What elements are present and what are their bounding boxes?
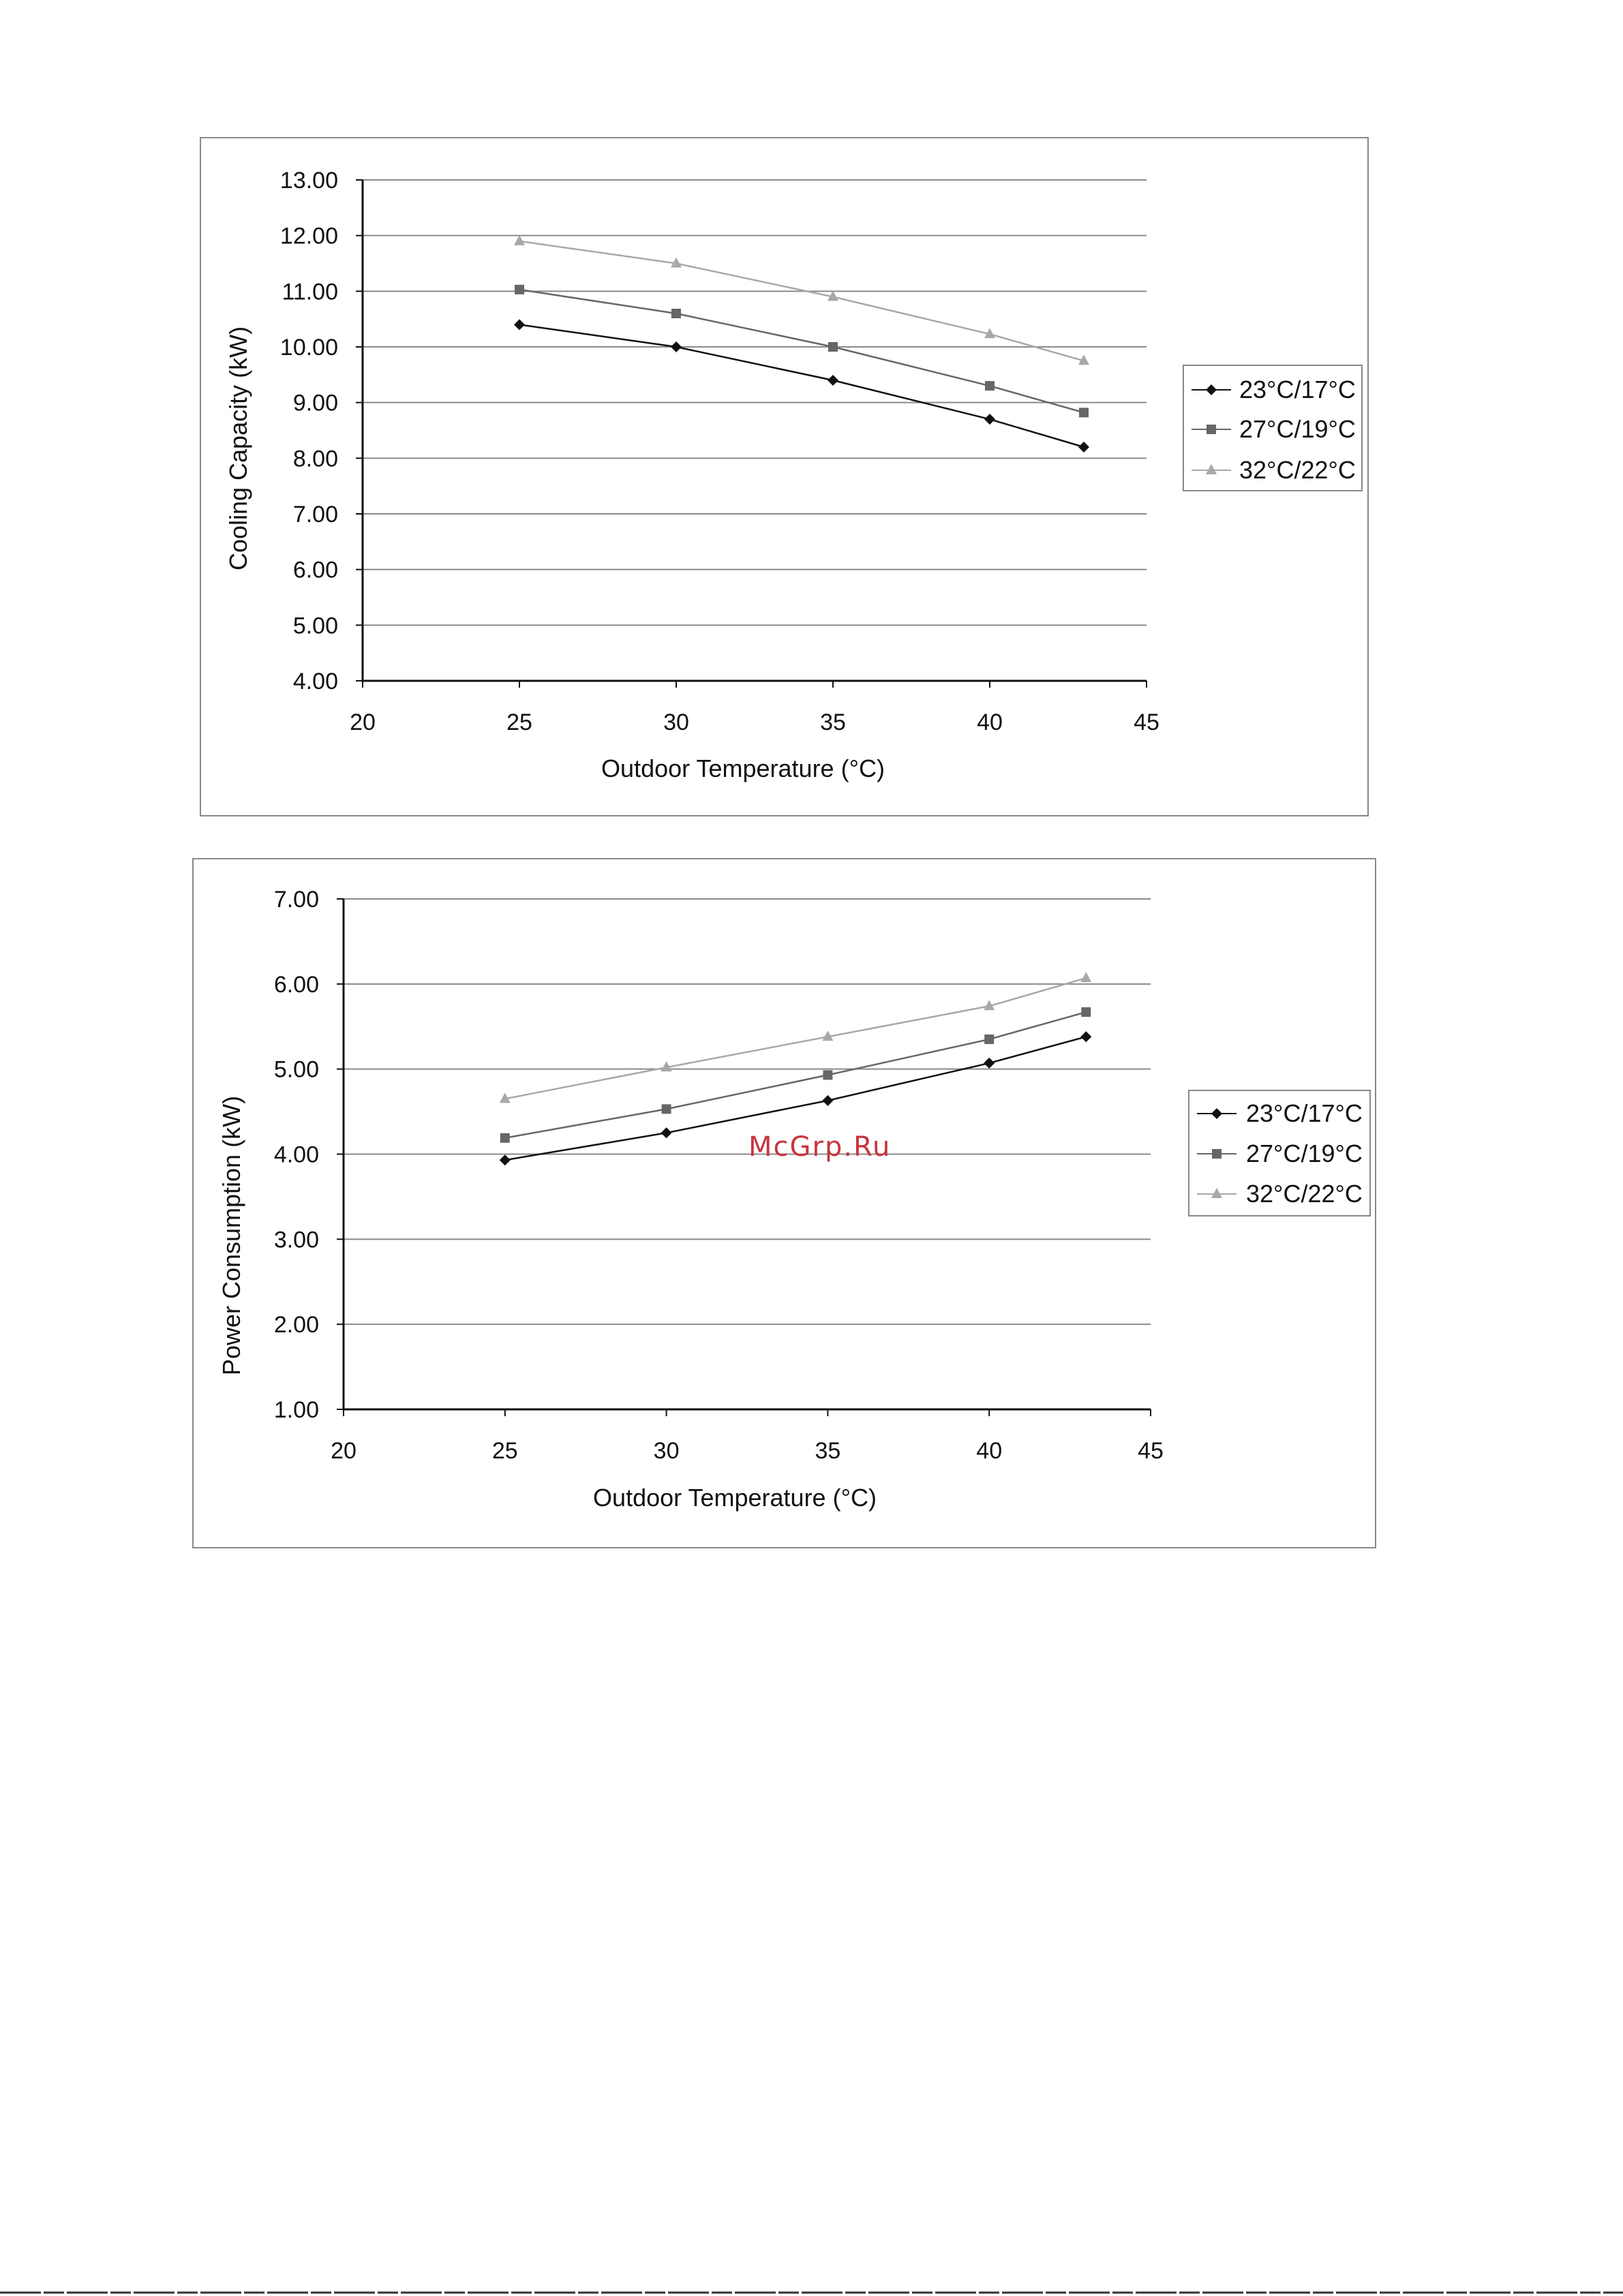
legend-label: 23°C/17°C: [1246, 1099, 1363, 1127]
y-axis-title: Cooling Capacity (kW): [224, 326, 252, 571]
data-point: [1081, 1007, 1091, 1017]
y-tick-label: 3.00: [273, 1227, 319, 1253]
y-tick-label: 5.00: [292, 613, 338, 639]
y-tick-label: 4.00: [292, 669, 338, 694]
x-tick-label: 30: [663, 709, 689, 735]
y-tick-label: 1.00: [273, 1397, 319, 1423]
data-point: [671, 309, 681, 318]
data-point: [984, 1035, 994, 1044]
data-point: [1080, 972, 1091, 982]
legend: [1189, 1090, 1370, 1216]
legend-label: 23°C/17°C: [1239, 376, 1356, 403]
y-tick-label: 7.00: [292, 502, 338, 527]
data-point: [984, 1058, 995, 1069]
x-tick-label: 20: [331, 1438, 357, 1464]
data-point: [1079, 408, 1089, 417]
series-line: [519, 241, 1084, 361]
x-tick-label: 45: [1138, 1438, 1164, 1464]
y-tick-label: 6.00: [273, 971, 319, 998]
grid-lines: [363, 180, 1147, 625]
data-point: [828, 375, 838, 386]
data-point: [1078, 442, 1089, 453]
y-tick-label: 12.00: [279, 223, 338, 249]
series-line: [505, 1012, 1086, 1138]
y-tick-label: 5.00: [273, 1056, 319, 1083]
data-point: [1080, 1031, 1091, 1042]
data-point: [515, 285, 524, 294]
x-tick-label: 45: [1134, 709, 1159, 735]
y-tick-label: 13.00: [279, 168, 338, 194]
y-tick-labels: [274, 887, 319, 1423]
legend-square-marker: [1212, 1149, 1222, 1159]
y-tick-label: 2.00: [273, 1312, 319, 1338]
series-line: [505, 978, 1086, 1099]
cooling-capacity-chart: [200, 138, 1368, 816]
data-point: [823, 1070, 832, 1080]
y-tick-label: 7.00: [273, 887, 319, 913]
x-tick-labels: [350, 709, 1159, 735]
legend-square-marker: [1207, 425, 1216, 434]
y-tick-label: 10.00: [279, 335, 338, 361]
legend-label: 27°C/19°C: [1246, 1139, 1363, 1167]
data-point: [671, 341, 682, 352]
data-series: [514, 235, 1089, 453]
x-tick-label: 40: [976, 1438, 1003, 1464]
legend-label: 27°C/19°C: [1239, 415, 1356, 443]
data-point: [500, 1133, 510, 1143]
y-axis-title: Power Consumption (kW): [217, 1095, 245, 1376]
axes: [356, 180, 1147, 688]
x-tick-label: 20: [350, 709, 376, 735]
x-tick-label: 35: [820, 709, 846, 735]
legend-label: 32°C/22°C: [1239, 456, 1356, 484]
axes: [337, 899, 1151, 1416]
y-tick-label: 11.00: [282, 279, 338, 305]
data-point: [985, 381, 995, 391]
legend-label: 32°C/22°C: [1246, 1180, 1363, 1208]
data-point: [662, 1104, 671, 1114]
data-point: [822, 1095, 833, 1106]
x-axis-title: Outdoor Temperature (°C): [593, 1484, 877, 1512]
y-tick-label: 6.00: [292, 557, 338, 583]
data-point: [500, 1154, 511, 1165]
data-point: [984, 414, 995, 425]
grid-lines: [344, 899, 1151, 1324]
x-axis-title: Outdoor Temperature (°C): [601, 754, 885, 782]
data-point: [514, 319, 525, 330]
y-tick-label: 8.00: [292, 446, 338, 472]
y-tick-label: 4.00: [273, 1142, 319, 1168]
x-tick-label: 25: [506, 709, 532, 735]
x-tick-label: 35: [815, 1438, 841, 1464]
x-tick-labels: [331, 1438, 1164, 1464]
y-tick-label: 9.00: [292, 390, 338, 416]
watermark-text: McGrp.Ru: [748, 1131, 892, 1163]
legend: [1183, 365, 1362, 491]
data-point: [828, 342, 838, 352]
series-line: [519, 324, 1084, 447]
y-tick-labels: [280, 168, 338, 694]
power-consumption-chart: [193, 859, 1376, 1548]
data-point: [514, 235, 525, 245]
x-tick-label: 30: [653, 1438, 680, 1464]
x-tick-label: 25: [491, 1438, 518, 1464]
series-line: [519, 290, 1084, 412]
x-tick-label: 40: [977, 709, 1003, 735]
data-point: [661, 1127, 672, 1138]
